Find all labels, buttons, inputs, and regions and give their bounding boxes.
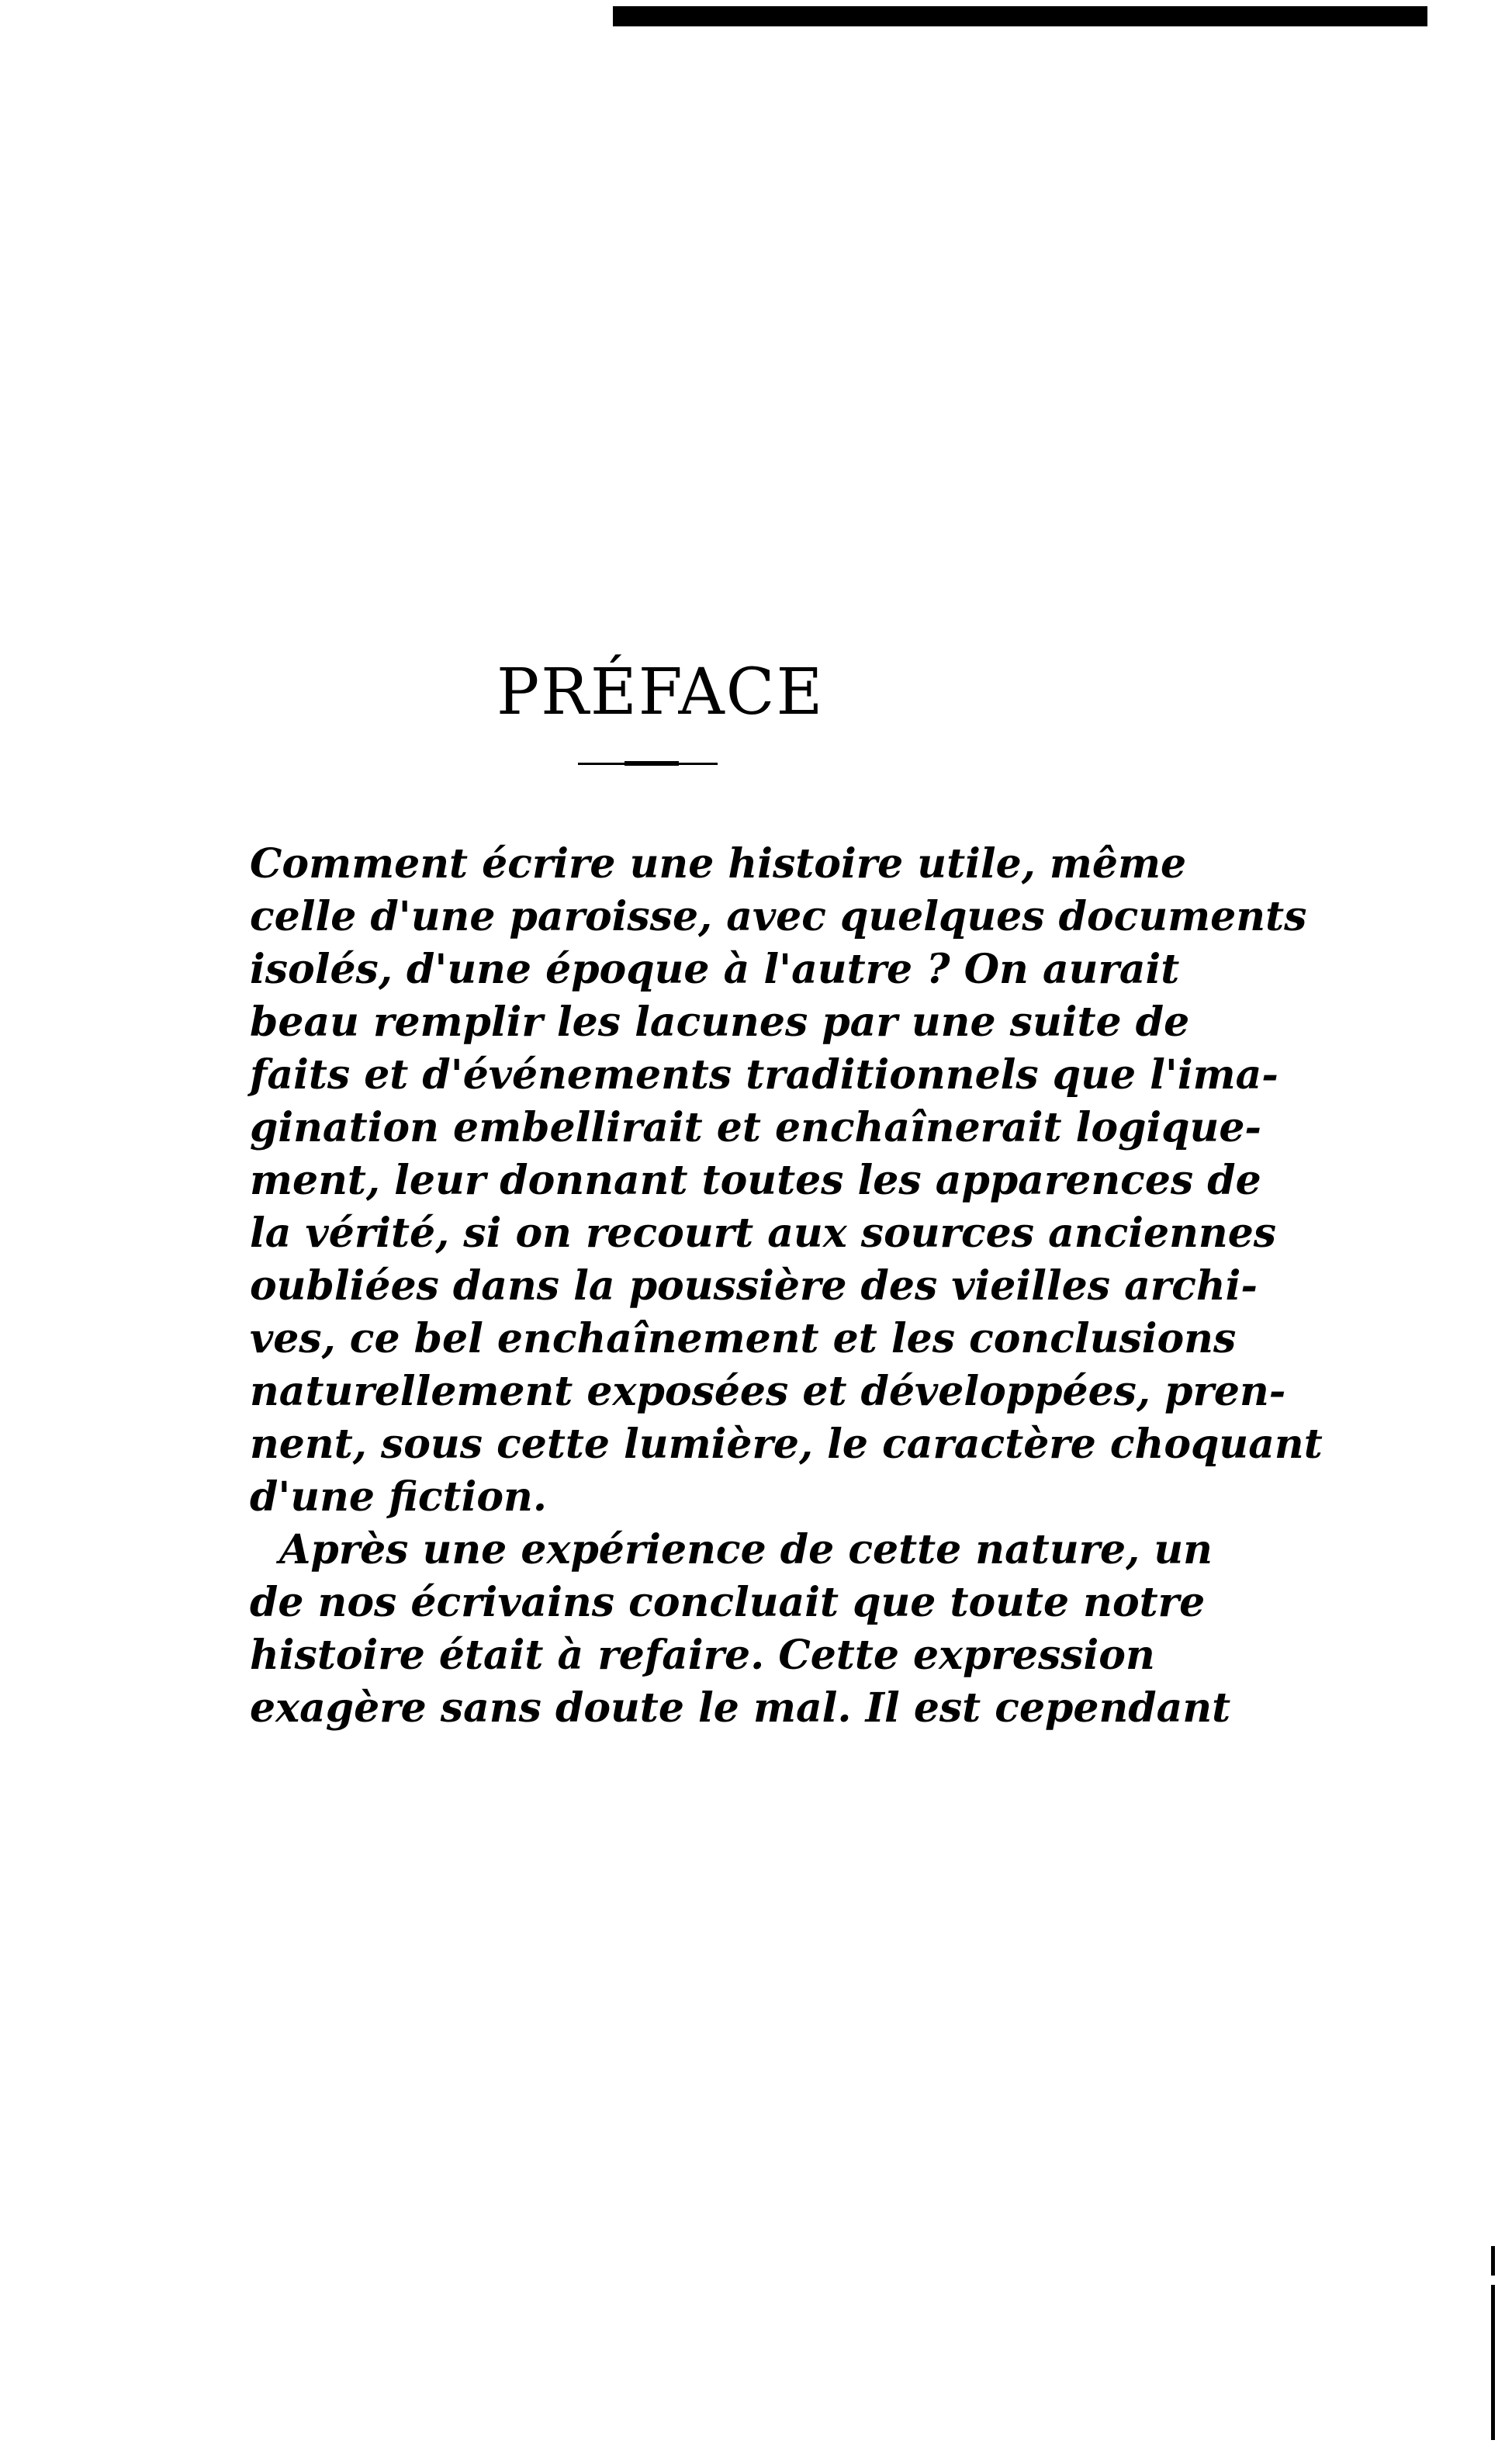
title-divider-center (625, 761, 679, 766)
text-line: nent, sous cette lumière, le caractère choquant (250, 1421, 1323, 1468)
text-line: oubliées dans la poussière des vieilles archi- (250, 1262, 1258, 1310)
text-line: Après une expérience de cette nature, un (279, 1526, 1213, 1573)
text-line: ves, ce bel enchaînement et les conclusions (250, 1315, 1237, 1362)
text-line: ment, leur donnant toutes les apparences de (250, 1157, 1261, 1204)
text-line: naturellement exposées et développées, pren- (250, 1368, 1286, 1415)
text-line: d'une fiction. (250, 1473, 547, 1521)
page-title: PRÉFACE (497, 655, 825, 729)
top-rule (613, 6, 1427, 26)
text-line: exagère sans doute le mal. Il est cependant (250, 1684, 1231, 1732)
text-line: beau remplir les lacunes par une suite de (250, 999, 1190, 1046)
scan-edge-mark (1491, 2285, 1495, 2440)
preface-body (250, 838, 1323, 1735)
text-line: la vérité, si on recourt aux sources anciennes (250, 1210, 1277, 1257)
scan-edge-mark (1491, 2246, 1495, 2276)
text-line: isolés, d'une époque à l'autre ? On aurait (250, 946, 1180, 993)
text-line: histoire était à refaire. Cette expression (250, 1632, 1155, 1679)
text-line: celle d'une paroisse, avec quelques documents (250, 893, 1307, 940)
text-line: faits et d'événements traditionnels que l'ima- (250, 1051, 1278, 1099)
text-line: de nos écrivains concluait que toute notre (250, 1579, 1206, 1626)
text-line: gination embellirait et enchaînerait logique- (250, 1104, 1262, 1151)
text-line: Comment écrire une histoire utile, même (250, 840, 1187, 888)
